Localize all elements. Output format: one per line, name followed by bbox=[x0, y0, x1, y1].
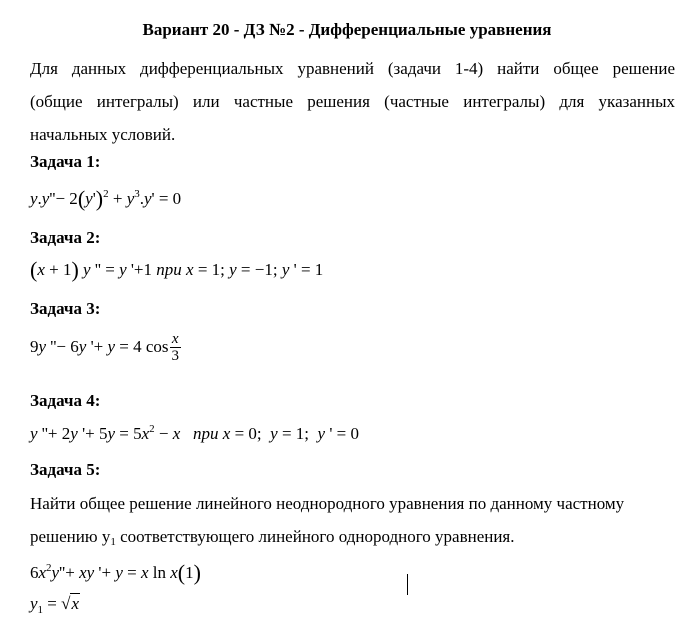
task-3-fraction: $\frac{x}{3}$ bbox=[171, 331, 180, 364]
task-4-equation: y ''+ 2y '+ $5y = 5x^2 - x$ при x = 0; y = 1; y ' = 0 bbox=[30, 423, 359, 443]
intro-paragraph bbox=[30, 52, 675, 151]
task-5-line-2: решению $y_1$ соответствующего линейного однородного уравнения. bbox=[30, 527, 515, 548]
intro-line-3: начальных условий. bbox=[30, 125, 176, 144]
task-4-condition-word: при bbox=[193, 424, 219, 443]
task-2-equation: (x + 1) y '' = y '+1 при x = 1; y = −1; y ' = 1 bbox=[30, 257, 324, 282]
task-5-heading: Задача 5: bbox=[30, 460, 101, 479]
task-5-subscript: 1 bbox=[110, 536, 116, 548]
task-2-heading: Задача 2: bbox=[30, 228, 101, 247]
task-5-equation: $6x^2y''+$ xy '+ y = x ln x(1) bbox=[30, 560, 201, 585]
task-1-equation: $y.y''- 2(y')^2 + y^3.y' = 0$ bbox=[30, 186, 182, 211]
task-5-line-1: Найти общее решение линейного неоднородного уравнения по данному частному bbox=[30, 494, 625, 513]
task-2-condition-word: при bbox=[156, 260, 182, 279]
task-3-equation: 9y ''− 6y '+ y = 4 cos $\frac{x}{3}$ bbox=[30, 331, 180, 364]
text-cursor bbox=[407, 574, 408, 595]
task-3-heading: Задача 3: bbox=[30, 299, 101, 318]
intro-line-1: Для данных дифференциальных уравнений (задачи 1-4) найти общее решение bbox=[30, 59, 675, 78]
task-5-text bbox=[30, 487, 675, 553]
task-4-heading: Задача 4: bbox=[30, 391, 101, 410]
task-5-particular-solution: $y_1 = √x$ bbox=[30, 594, 80, 616]
intro-line-2: (общие интегралы) или частные решения (частные интегралы) для указанных bbox=[30, 92, 675, 111]
task-1-heading: Задача 1: bbox=[30, 152, 101, 171]
document-title: Вариант 20 - ДЗ №2 - Дифференциальные уравнения bbox=[142, 20, 552, 39]
